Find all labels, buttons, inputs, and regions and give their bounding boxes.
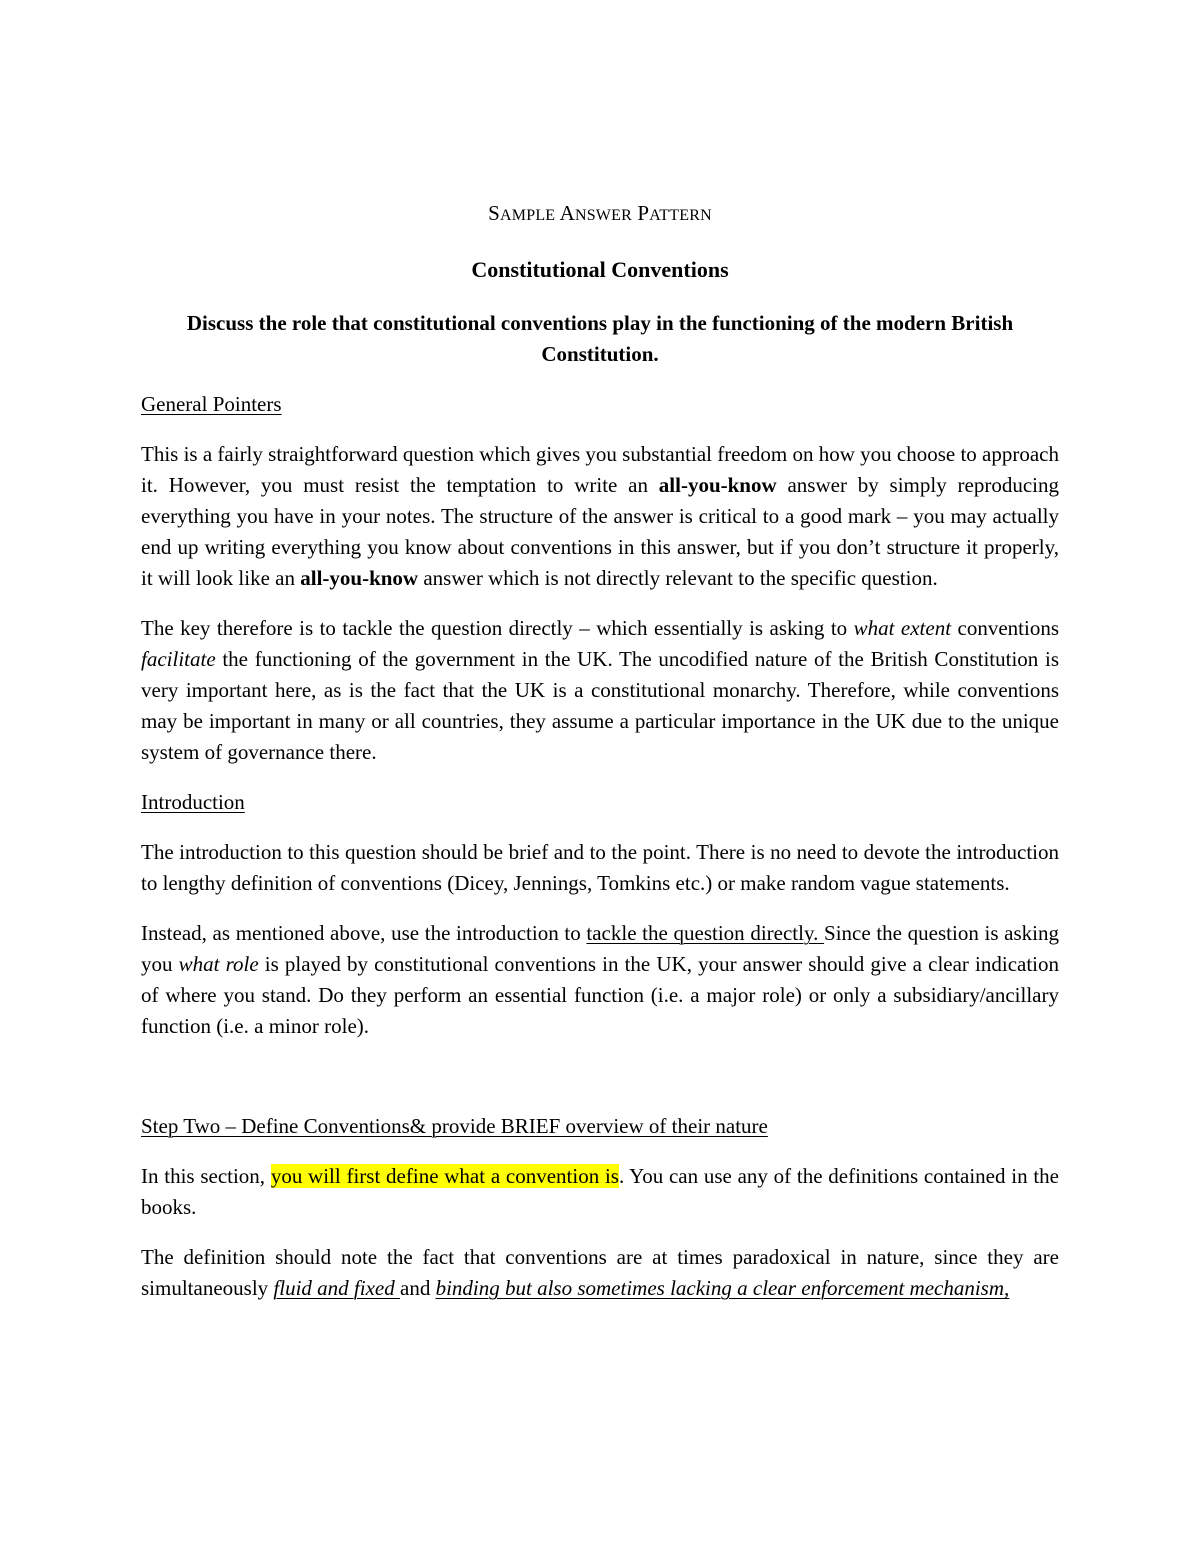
highlighted-phrase: you will first define what a convention is <box>270 1164 619 1188</box>
text-run: is played by constitutional conventions in the UK, your answer should give a clear indication of where you stand. Do they perform an essential function (i.e. a major role) or only a subsidiary/ancillary function (i.e. a minor role). <box>141 952 1060 1038</box>
label-rest: AMPLE <box>500 207 556 224</box>
step-two-paragraph-1 <box>141 1161 1059 1223</box>
document-title: Constitutional Conventions <box>471 257 729 282</box>
bold-term: all-you-know <box>300 566 419 590</box>
introduction-paragraph-1: The introduction to this question should be brief and to the point. There is no need to devote the introduction to lengthy definition of conventions (Dicey, Jennings, Tomkins etc.) or make random vague statements. <box>141 840 1059 895</box>
label-cap: P <box>637 201 650 225</box>
section-heading-general-pointers: General Pointers <box>141 392 282 416</box>
text-run: answer which is not directly relevant to the specific question. <box>418 566 938 590</box>
text-run: . You can use any of the definitions contained in the books. <box>141 1164 1059 1219</box>
italic-term: facilitate <box>141 647 216 671</box>
general-pointers-paragraph-2 <box>141 613 1059 768</box>
document-label <box>141 198 1059 231</box>
step-two-paragraph-2 <box>141 1242 1059 1304</box>
text-run: conventions <box>951 616 1059 640</box>
text-run: In this section, <box>141 1164 271 1188</box>
label-cap: A <box>559 201 575 225</box>
document-body <box>141 198 1059 1304</box>
section-heading-introduction: Introduction <box>141 790 245 814</box>
italic-term: what role <box>178 952 259 976</box>
general-pointers-paragraph-1 <box>141 439 1059 594</box>
underlined-italic-phrase: fluid and fixed <box>273 1276 400 1300</box>
label-rest: NSWER <box>574 207 632 224</box>
text-run: Instead, as mentioned above, use the introduction to <box>141 921 587 945</box>
text-run: the functioning of the government in the UK. The uncodified nature of the British Constitution is very important here, as is the fact that the UK is a constitutional monarchy. Therefore, while conventions may be important in many or all countries, they assume a particular importance in the UK due to the unique system of governance there. <box>141 647 1059 764</box>
underlined-italic-phrase: binding but also sometimes lacking a clear enforcement mechanism, <box>435 1276 1010 1300</box>
section-heading-step-two: Step Two – Define Conventions& provide BRIEF overview of their nature <box>141 1114 768 1138</box>
text-run: and <box>400 1276 436 1300</box>
label-rest: ATTERN <box>649 207 712 224</box>
label-cap: S <box>488 201 501 225</box>
underlined-phrase: tackle the question directly. <box>586 921 825 945</box>
italic-term: what extent <box>853 616 952 640</box>
text-run: The definition should note the fact that conventions are at times paradoxical in nature, since they are simultaneously <box>141 1245 1059 1300</box>
text-run: This is a fairly straightforward question which gives you substantial freedom on how you choose to approach it. However, you must resist the temptation to write an <box>141 442 1059 497</box>
text-run: The key therefore is to tackle the question directly – which essentially is asking to <box>141 616 854 640</box>
text-run: answer by simply reproducing everything you have in your notes. The structure of the answer is critical to a good mark – you may actually end up writing everything you know about conventions in this answer, but if you don’t structure it properly, it will look like an <box>141 473 1059 590</box>
introduction-paragraph-2 <box>141 918 1059 1042</box>
essay-question: Discuss the role that constitutional conventions play in the functioning of the modern British Constitution. <box>186 311 1014 366</box>
bold-term: all-you-know <box>658 473 777 497</box>
text-run: Since the question is asking you <box>141 921 1059 976</box>
